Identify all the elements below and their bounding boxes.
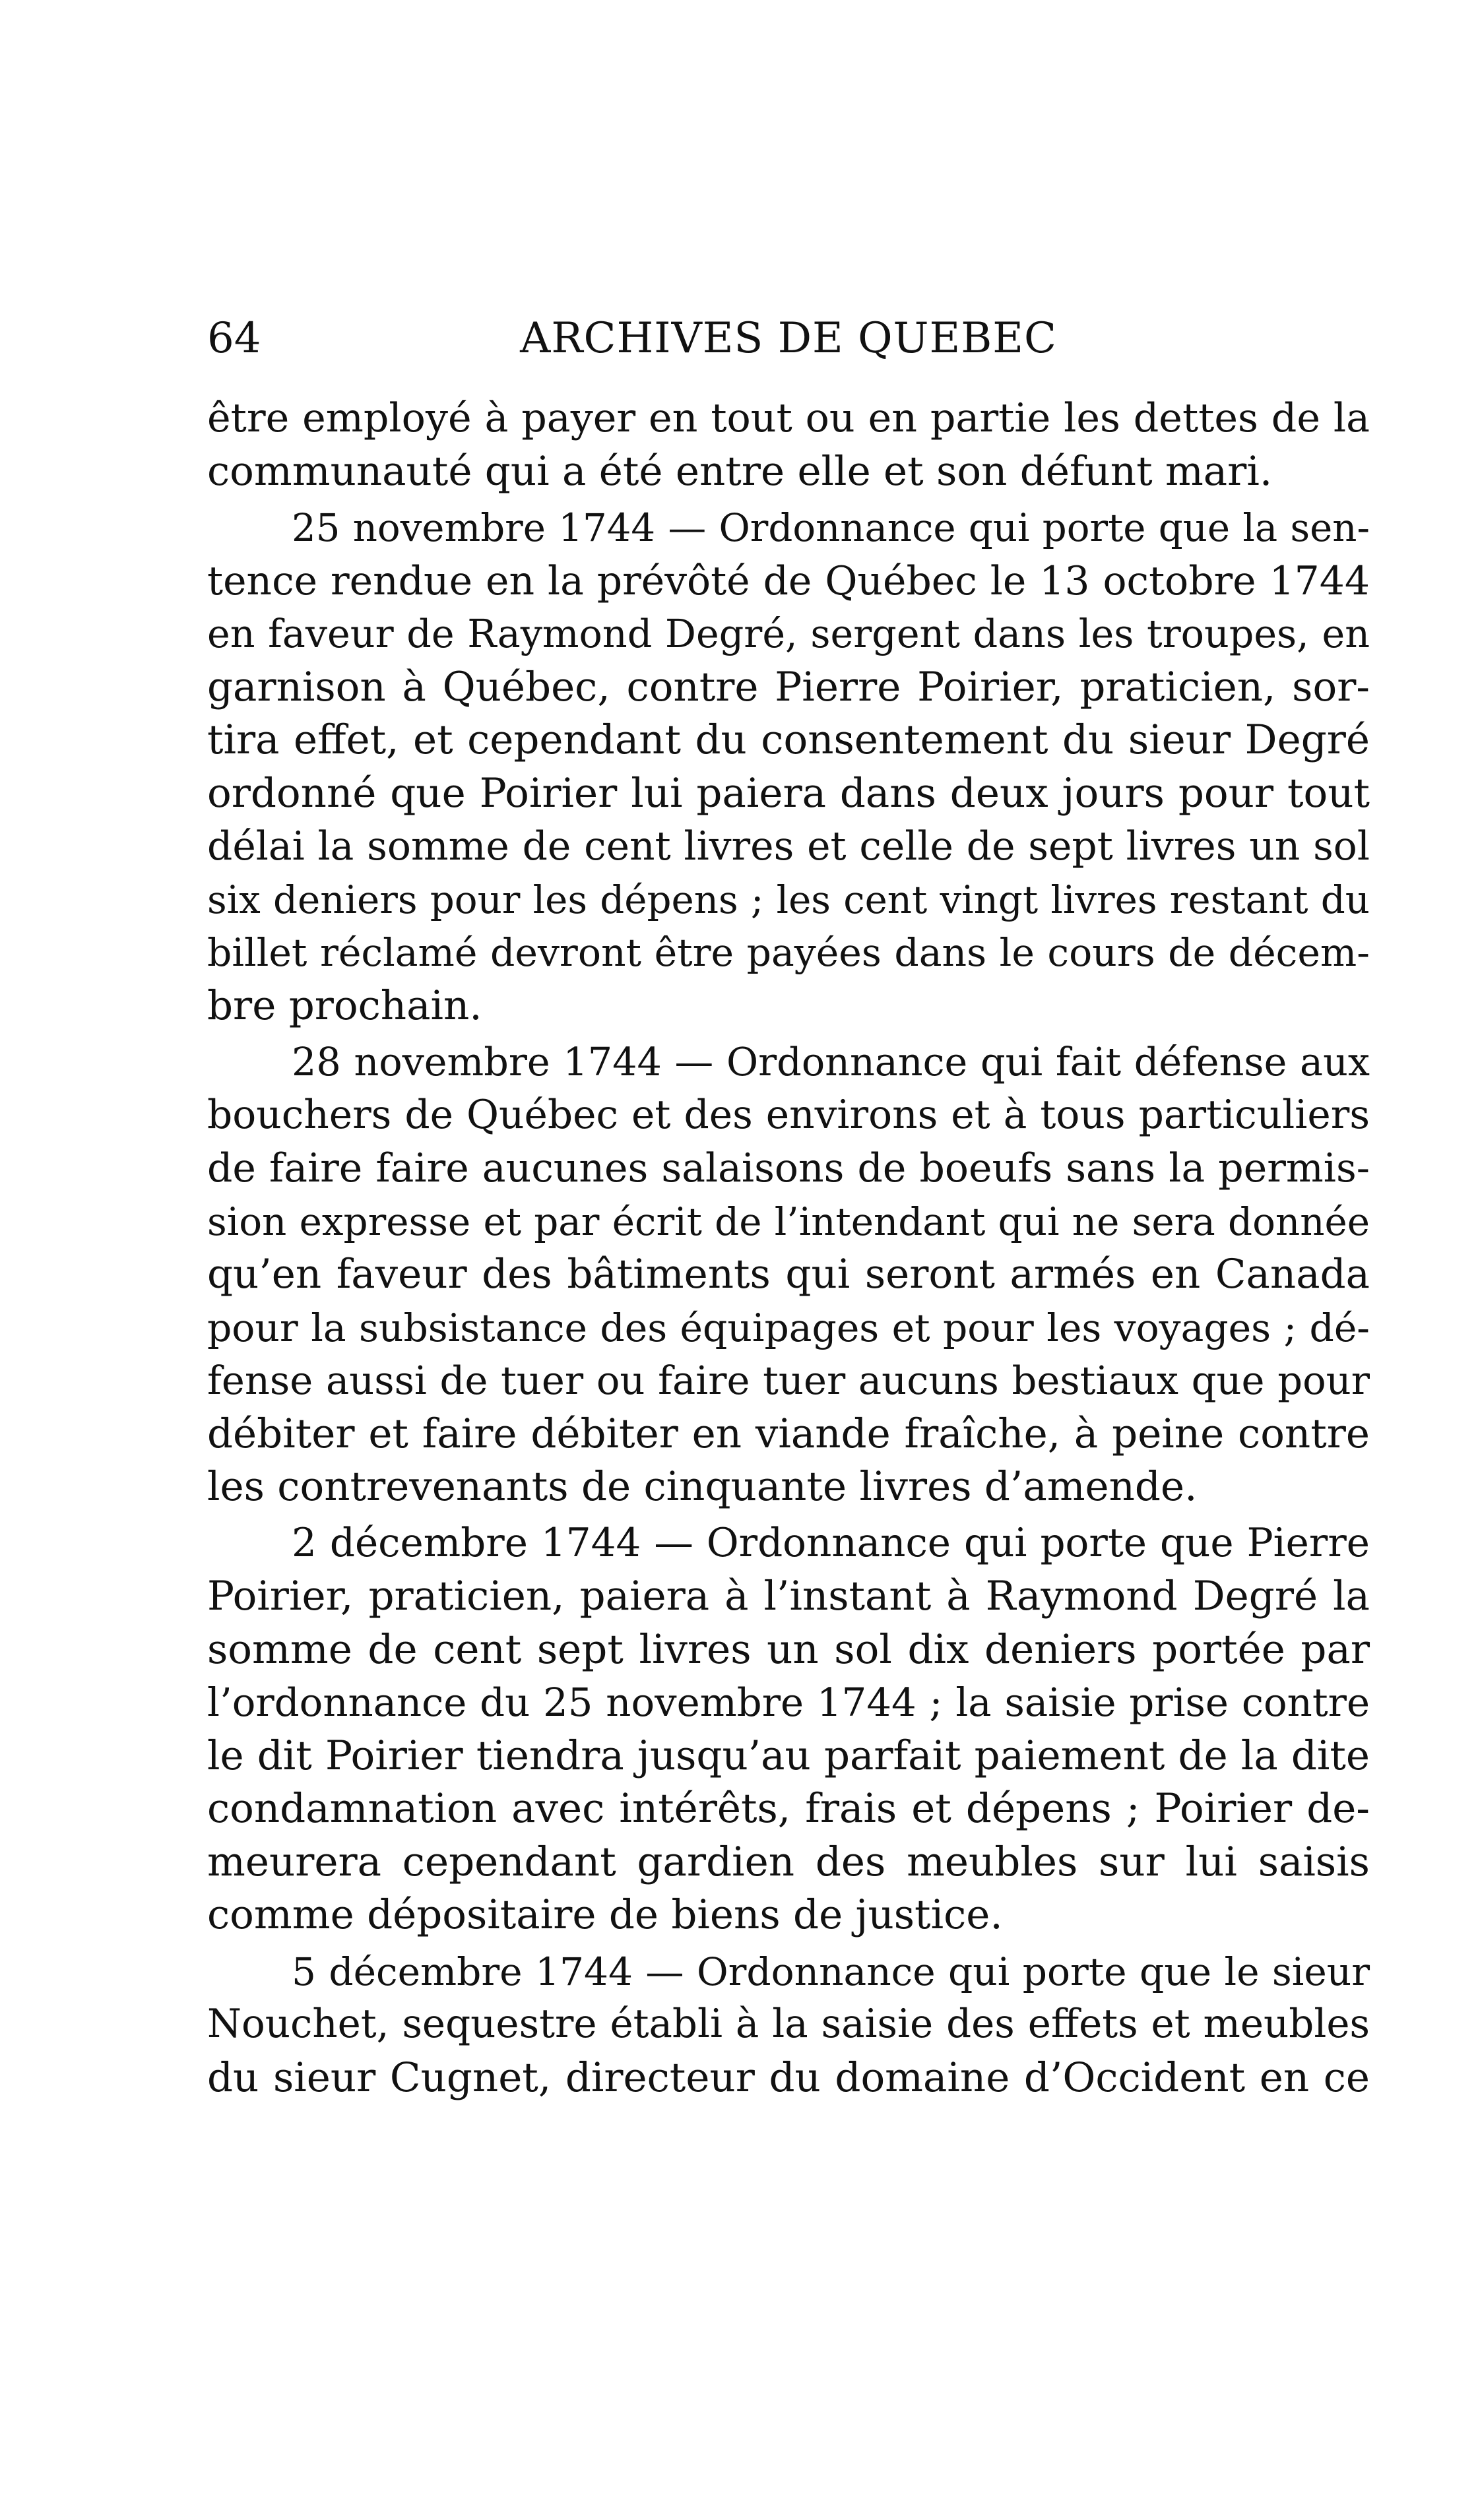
- text-line: le dit Poirier tiendra jusqu’au parfait paiement de la dite: [207, 1732, 1370, 1779]
- text-line: comme dépositaire de biens de justice.: [207, 1891, 1003, 1938]
- page-header: [207, 309, 1370, 368]
- text-line: bouchers de Québec et des environs et à tous particuliers: [207, 1092, 1370, 1138]
- text-line: Poirier, praticien, paiera à l’instant à Raymond Degré la: [207, 1573, 1370, 1620]
- text-line: tence rendue en la prévôté de Québec le 13 octobre 1744: [207, 557, 1370, 604]
- text-line: bre prochain.: [207, 982, 482, 1029]
- text-line: somme de cent sept livres un sol dix deniers portée par: [207, 1625, 1370, 1673]
- text-line: du sieur Cugnet, directeur du domaine d’Occident en ce: [207, 2054, 1370, 2101]
- text-line: 25 novembre 1744 — Ordonnance qui porte que la sen-: [292, 505, 1370, 550]
- text-line: six deniers pour les dépens ; les cent vingt livres restant du: [207, 877, 1370, 922]
- text-line: communauté qui a été entre elle et son défunt mari.: [207, 447, 1273, 495]
- text-line: l’ordonnance du 25 novembre 1744 ; la saisie prise contre: [207, 1680, 1370, 1725]
- text-line: fense aussi de tuer ou faire tuer aucuns bestiaux que pour: [207, 1358, 1370, 1403]
- body-text: [207, 392, 1370, 2104]
- text-line: être employé à payer en tout ou en partie les dettes de la: [207, 395, 1370, 441]
- text-line: condamnation avec intérêts, frais et dépens ; Poirier de-: [207, 1785, 1370, 1832]
- text-line: débiter et faire débiter en viande fraîche, à peine contre: [207, 1410, 1370, 1457]
- text-line: qu’en faveur des bâtiments qui seront armés en Canada: [207, 1251, 1370, 1298]
- page-number: 64: [207, 314, 261, 363]
- text-line: les contrevenants de cinquante livres d’amende.: [207, 1463, 1198, 1510]
- text-line: de faire faire aucunes salaisons de boeufs sans la permis-: [207, 1145, 1370, 1191]
- paragraph-entry-2-decembre-1744: [207, 1517, 1370, 1942]
- text-line: 28 novembre 1744 — Ordonnance qui fait défense aux: [292, 1039, 1370, 1085]
- text-line: tira effet, et cependant du consentement du sieur Degré: [207, 716, 1370, 763]
- paragraph-entry-5-decembre-1744: [207, 1945, 1370, 2105]
- paragraph-entry-25-novembre-1744: [207, 501, 1370, 1032]
- text-line: Nouchet, sequestre établi à la saisie des effets et meubles: [207, 2001, 1370, 2047]
- text-line: 5 décembre 1744 — Ordonnance qui porte que le sieur: [292, 1949, 1370, 1994]
- running-head: ARCHIVES DE QUEBEC: [520, 314, 1057, 363]
- text-line: délai la somme de cent livres et celle de sept livres un sol: [207, 823, 1370, 869]
- text-line: ordonné que Poirier lui paiera dans deux jours pour tout: [207, 769, 1370, 817]
- text-line: pour la subsistance des équipages et pour les voyages ; dé-: [207, 1305, 1370, 1350]
- text-line: en faveur de Raymond Degré, sergent dans les troupes, en: [207, 612, 1370, 656]
- text-line: garnison à Québec, contre Pierre Poirier, praticien, sor-: [207, 663, 1370, 710]
- paragraph-continuation: [207, 392, 1370, 498]
- text-line: 2 décembre 1744 — Ordonnance qui porte que Pierre: [292, 1520, 1370, 1566]
- paragraph-entry-28-novembre-1744: [207, 1036, 1370, 1514]
- text-line: meurera cependant gardien des meubles sur lui saisis: [207, 1838, 1370, 1885]
- text-line: billet réclamé devront être payées dans le cours de décem-: [207, 930, 1370, 975]
- text-line: sion expresse et par écrit de l’intendant qui ne sera donnée: [207, 1199, 1370, 1244]
